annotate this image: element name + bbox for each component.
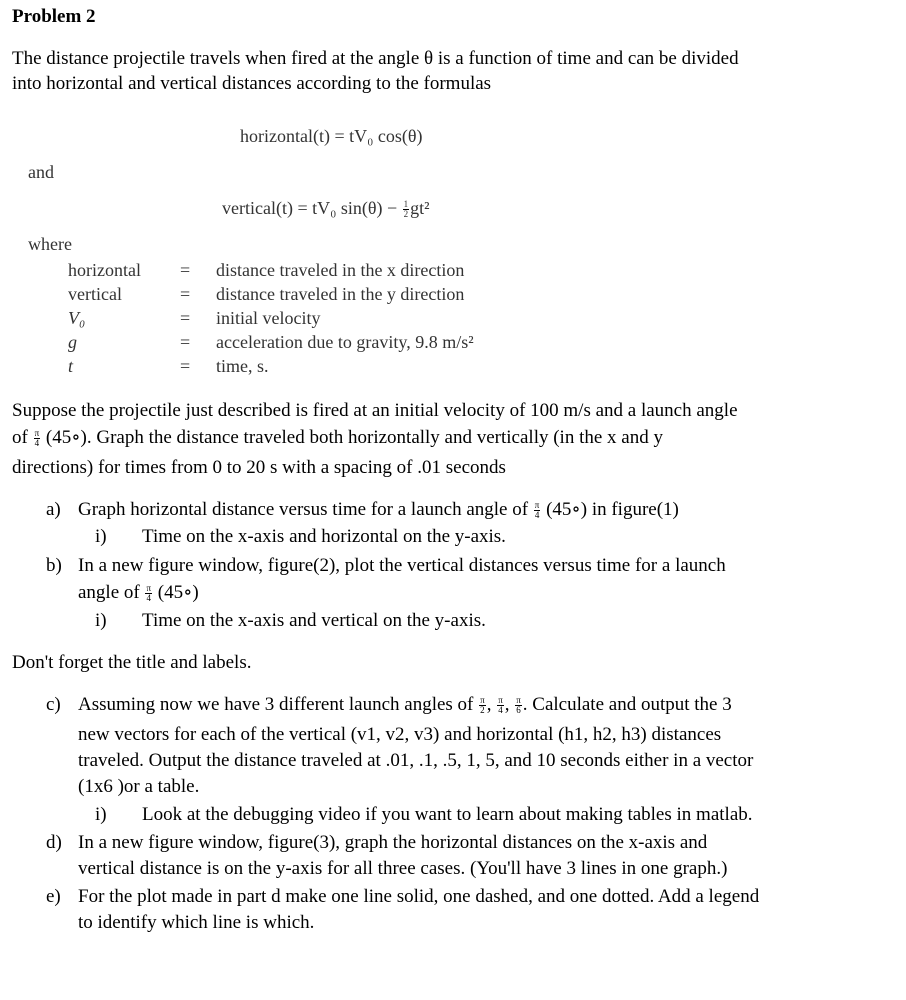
def-v0: initial velocity: [216, 308, 321, 328]
formula-vertical-tail: gt²: [410, 198, 430, 218]
item-a-i: Time on the x-axis and horizontal on the y-axis.: [142, 526, 506, 547]
equals-sign: =: [180, 260, 191, 280]
item-e-label: e): [46, 886, 61, 907]
formula-vertical: [222, 198, 430, 219]
item-c-i-label: i): [95, 804, 107, 825]
term-vertical: vertical: [68, 284, 122, 304]
term-v0: V₀: [68, 308, 86, 328]
item-a-text: Graph horizontal distance versus time for a launch angle of $\frac{\pi}{4}$ (45∘) in figure(1): [78, 499, 679, 521]
term-horizontal: horizontal: [68, 260, 141, 280]
item-d-line-1: In a new figure window, figure(3), graph the horizontal distances on the x-axis and: [78, 832, 708, 853]
where-label: where: [28, 234, 72, 254]
item-c-line-1: Assuming now we have 3 different launch angles of $\frac{\pi}{2}$ , $\frac{\pi}{4}$ , $\frac{\pi}{6}$ . Calculate and output the 3: [78, 694, 732, 716]
item-d-label: d): [46, 832, 62, 853]
item-a-i-label: i): [95, 526, 107, 547]
equals-sign: =: [180, 332, 191, 352]
pi-over-4-fraction: $\frac{\pi}{4}$: [498, 695, 503, 716]
half-fraction: $\frac{1}{2}$: [403, 199, 409, 220]
definitions-terms: [68, 258, 141, 378]
item-d-line-2: vertical distance is on the y-axis for all three cases. (You'll have 3 lines in one graph.): [78, 858, 728, 879]
def-g: acceleration due to gravity, 9.8 m/s²: [216, 332, 474, 352]
item-b-label: b): [46, 555, 62, 576]
and-label: and: [28, 162, 54, 182]
equals-sign: =: [180, 284, 191, 304]
def-t: time, s.: [216, 356, 269, 376]
item-e-line-1: For the plot made in part d make one line solid, one dashed, and one dotted. Add a legend: [78, 886, 760, 907]
item-b-i: Time on the x-axis and vertical on the y-axis.: [142, 610, 486, 631]
pi-over-2-fraction: $\frac{\pi}{2}$: [480, 695, 485, 716]
pi-over-4-fraction: $\frac{\pi}{4}$: [146, 583, 152, 604]
item-c-label: c): [46, 694, 61, 715]
pi-over-4-fraction: $\frac{\pi}{4}$: [534, 500, 540, 521]
item-c-i: Look at the debugging video if you want to learn about making tables in matlab.: [142, 804, 753, 825]
formula-vertical-main: vertical(t) = tV₀ sin(θ) −: [222, 198, 398, 218]
item-c-line-3: traveled. Output the distance traveled at .01, .1, .5, 1, 5, and 10 seconds either in a vector: [78, 750, 754, 771]
item-a-label: a): [46, 499, 61, 520]
term-g: g: [68, 332, 77, 352]
def-horizontal: distance traveled in the x direction: [216, 260, 465, 280]
suppose-line-1: Suppose the projectile just described is fired at an initial velocity of 100 m/s and a launch angle: [12, 400, 738, 421]
item-c-line-4: (1x6 )or a table.: [78, 776, 200, 797]
item-b-line-1: In a new figure window, figure(2), plot the vertical distances versus time for a launch: [78, 555, 726, 576]
item-b-line-2: angle of $\frac{\pi}{4}$ (45∘): [78, 582, 199, 604]
pi-over-4-fraction: $\frac{\pi}{4}$: [34, 428, 40, 449]
intro-line-2: into horizontal and vertical distances according to the formulas: [12, 73, 492, 94]
definitions-equals: [180, 258, 190, 378]
equals-sign: =: [180, 308, 191, 328]
definitions-meanings: [216, 258, 474, 378]
intro-line-1: The distance projectile travels when fired at the angle θ is a function of time and can be divided: [12, 48, 739, 69]
pi-over-6-fraction: $\frac{\pi}{6}$: [516, 695, 521, 716]
def-vertical: distance traveled in the y direction: [216, 284, 465, 304]
item-b-i-label: i): [95, 610, 107, 631]
item-c-line-2: new vectors for each of the vertical (v1, v2, v3) and horizontal (h1, h2, h3) distances: [78, 724, 722, 745]
equals-sign: =: [180, 356, 191, 376]
term-t: t: [68, 356, 74, 376]
suppose-line-2: of $\frac{\pi}{4}$ (45∘). Graph the distance traveled both horizontally and vertically (in the x and y: [12, 427, 663, 449]
formula-horizontal: horizontal(t) = tV₀ cos(θ): [240, 126, 423, 146]
problem-title: Problem 2: [12, 6, 96, 27]
item-e-line-2: to identify which line is which.: [78, 912, 315, 933]
dont-forget-note: Don't forget the title and labels.: [12, 652, 252, 673]
suppose-line-3: directions) for times from 0 to 20 s with a spacing of .01 seconds: [12, 457, 506, 478]
